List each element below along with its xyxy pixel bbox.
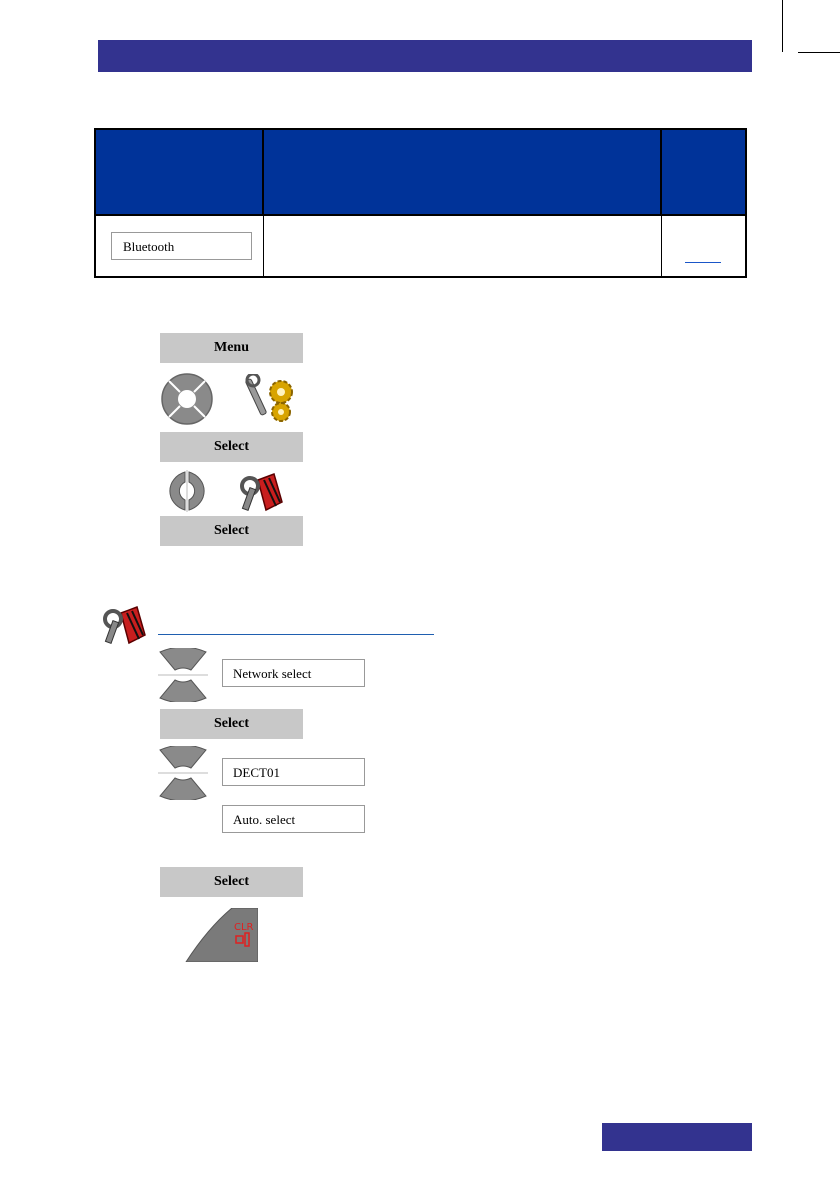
left-right-nav-key-icon <box>160 470 214 512</box>
page-reference-link[interactable] <box>685 250 721 263</box>
crop-mark-horizontal <box>798 52 840 53</box>
up-down-nav-key-icon <box>158 746 208 800</box>
select-softkey[interactable]: Select <box>160 709 303 739</box>
table-header-cell <box>95 129 263 215</box>
table-cell-description <box>263 215 661 277</box>
network-option-dect01[interactable]: DECT01 <box>222 758 365 786</box>
menu-softkey[interactable]: Menu <box>160 333 303 363</box>
table-row <box>95 215 746 277</box>
table-header-row <box>95 129 746 215</box>
up-down-nav-key-icon <box>158 648 208 702</box>
page-header-bar <box>98 40 752 72</box>
table-cell-page <box>661 215 746 277</box>
bluetooth-menu-box: Bluetooth <box>111 232 252 260</box>
select-softkey[interactable]: Select <box>160 516 303 546</box>
network-tool-icon <box>238 472 284 512</box>
table-cell-setting <box>95 215 263 277</box>
crop-mark-vertical <box>782 0 783 52</box>
select-softkey[interactable]: Select <box>160 867 303 897</box>
settings-gear-wrench-icon <box>245 374 301 426</box>
network-tool-icon <box>101 605 147 645</box>
select-softkey[interactable]: Select <box>160 432 303 462</box>
page-footer-bar <box>602 1123 752 1151</box>
table-header-cell <box>661 129 746 215</box>
table-header-cell <box>263 129 661 215</box>
network-select-menu-item[interactable]: Network select <box>222 659 365 687</box>
four-way-nav-key-icon <box>160 372 214 426</box>
section-heading-rule <box>158 634 434 635</box>
clr-key-icon[interactable] <box>184 908 258 962</box>
network-option-auto-select[interactable]: Auto. select <box>222 805 365 833</box>
options-table <box>94 128 747 278</box>
svg-text:CLR: CLR <box>234 922 254 933</box>
